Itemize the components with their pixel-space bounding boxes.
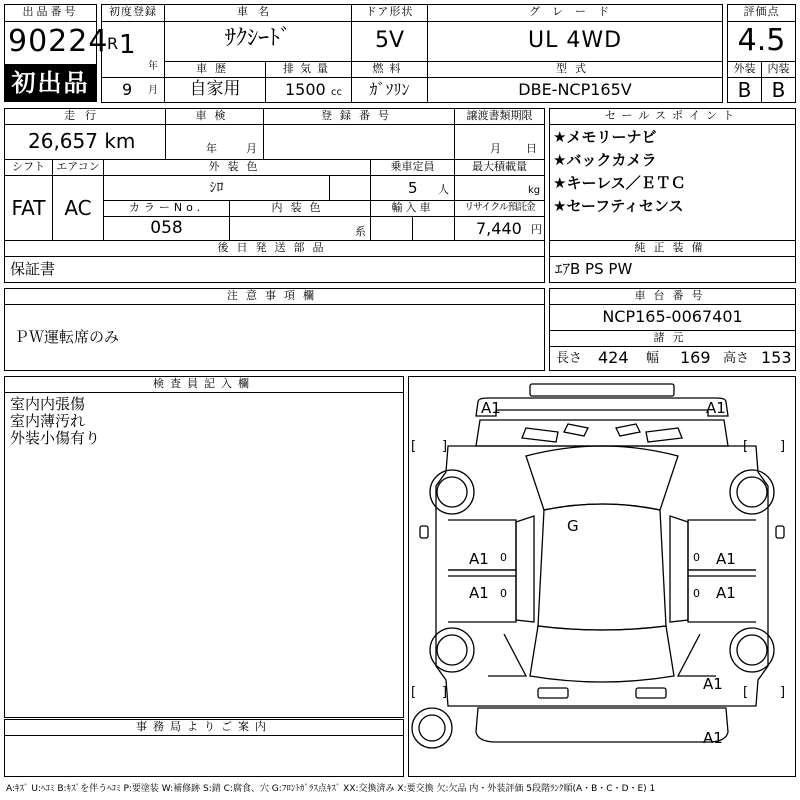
office-notes-cell: [4, 735, 404, 777]
front-roof-strip: [530, 384, 674, 396]
exterior-color-extra-cell: [329, 175, 371, 201]
fuel-label: 燃料: [351, 61, 428, 78]
mileage-label: 走行: [4, 108, 166, 125]
office-notes-label: 事務局よりご案内: [4, 719, 404, 736]
recycle-label: リサイクル預託金: [454, 200, 545, 217]
mark-bracket-left-close: ]: [442, 439, 448, 454]
exterior-color-label: 外装色: [103, 159, 371, 176]
inspection-month-unit: 月: [246, 142, 257, 155]
mark-left-front-door-zero: 0: [500, 551, 507, 564]
mark-bracket-right2-open: [: [743, 685, 749, 700]
hood-outline: [476, 420, 728, 446]
dimensions-length-label: 長さ: [556, 351, 583, 366]
exterior-color-value: ｼﾛ: [209, 180, 224, 196]
front-bumper-outline: [476, 398, 728, 416]
sales-point-1: ★メモリーナビ: [553, 128, 657, 146]
mark-right-front-door-zero: 0: [693, 551, 700, 564]
shift-label: シフト: [4, 159, 53, 176]
caution-value: ＰＷ運転席のみ: [14, 328, 120, 346]
interior-color-unit: 系: [355, 225, 366, 238]
door-label: ドア形状: [351, 4, 428, 22]
mark-front-right: A1: [706, 399, 726, 417]
mark-bracket-left2-close: ]: [442, 685, 448, 700]
dimensions-width: 169: [680, 348, 711, 367]
shift-value: FAT: [11, 196, 46, 220]
windshield-outline: [526, 446, 678, 510]
mark-rear-bumper: A1: [703, 729, 723, 747]
chassis-value: NCP165-0067401: [602, 307, 743, 326]
mark-left-front-door: A1: [469, 550, 489, 568]
sales-point-3: ★キーレス／ＥＴＣ: [553, 174, 686, 192]
interior-rating-label: 内装: [761, 61, 796, 78]
dimensions-cell: [549, 346, 796, 371]
capacity-value: 5: [408, 179, 418, 197]
exterior-rating: B: [737, 78, 752, 102]
exterior-rating-label: 外装: [727, 61, 762, 78]
history-value: 自家用: [189, 79, 241, 99]
dimensions-height: 153: [761, 348, 792, 367]
mark-bracket-right-open: [: [743, 439, 749, 454]
color-no-value: 058: [150, 218, 183, 238]
mark-rear-right-quarter: A1: [703, 675, 723, 693]
sales-points-label: セールスポイント: [549, 108, 796, 125]
genuine-equipment-value: ｴｱB PS PW: [555, 260, 633, 278]
inspection-label: 車検: [165, 108, 264, 125]
ac-value: AC: [64, 196, 92, 220]
sales-point-4: ★セーフティセンス: [553, 197, 684, 215]
first-listing-badge: 初出品: [4, 65, 97, 102]
import-cell-left: [370, 216, 413, 241]
ac-label: エアコン: [52, 159, 104, 176]
grade-value: UL 4WD: [527, 28, 623, 53]
color-no-label: カラーNo.: [103, 200, 230, 217]
model-value: DBE-NCP165V: [518, 80, 632, 99]
mark-bracket-right-close: ]: [780, 439, 786, 454]
mark-right-rear-door-zero: 0: [693, 587, 700, 600]
later-parts-cell: [4, 256, 545, 283]
mileage-value: 26,657 km: [28, 129, 136, 153]
mark-left-rear-door-zero: 0: [500, 587, 507, 600]
displacement-label: 排気量: [265, 61, 352, 78]
transfer-docs-label: 譲渡書類期限: [454, 108, 545, 125]
mark-right-rear-door: A1: [716, 584, 736, 602]
inspector-notes-label: 検査員記入欄: [4, 376, 404, 393]
dimensions-length: 424: [598, 348, 629, 367]
capacity-unit: 人: [438, 183, 449, 196]
recycle-value: 7,440: [476, 219, 522, 238]
inspector-note-2: 室内薄汚れ: [10, 412, 86, 430]
dimensions-height-label: 高さ: [723, 351, 750, 366]
interior-color-cell: [229, 216, 371, 241]
rating-label: 評価点: [727, 4, 796, 22]
lot-number-label: 出品番号: [4, 4, 97, 22]
damage-legend: A:ｷｽﾞ U:ﾍｺﾐ B:ｷｽﾞを伴うﾍｺﾐ P:要塗装 W:補修跡 S:錆 C:腐食、穴 G:ﾌﾛﾝﾄｶﾞﾗｽ点ｷｽﾞ XX:交換済み X:要交換 欠:欠品 内・外装評価 5段階ﾗﾝｸ順(A・B・C・D・E) 1: [6, 784, 656, 794]
history-label: 車歴: [164, 61, 266, 78]
rating-score: 4.5: [737, 23, 786, 58]
registration-month: 9: [122, 80, 133, 99]
door-value: 5V: [374, 28, 405, 53]
plate-label: 登録番号: [263, 108, 455, 125]
dimensions-label: 諸元: [549, 330, 796, 347]
later-parts-label: 後日発送部品: [4, 240, 545, 257]
inspection-year-unit: 年: [206, 142, 217, 155]
interior-color-label: 内装色: [229, 200, 371, 217]
grade-label: グレード: [427, 4, 723, 22]
transfer-docs-day-unit: 日: [526, 142, 537, 155]
registration-year: 1: [119, 30, 136, 60]
max-load-unit: kg: [528, 185, 541, 196]
registration-month-unit: 月: [148, 85, 158, 96]
model-label: 型式: [427, 61, 723, 78]
recycle-unit: 円: [531, 223, 542, 236]
rear-window-outline: [530, 626, 674, 682]
max-load-label: 最大積載量: [454, 159, 545, 176]
mark-front-left: A1: [481, 399, 501, 417]
registration-era: R: [107, 34, 119, 53]
interior-rating: B: [771, 78, 786, 102]
vehicle-name: ｻｸｼｰﾄﾞ: [224, 26, 291, 51]
inspector-note-3: 外装小傷有り: [10, 429, 101, 447]
dimensions-width-label: 幅: [646, 351, 660, 366]
lot-number: 90224: [8, 24, 109, 59]
later-parts-value: 保証書: [10, 260, 56, 278]
vehicle-name-label: 車名: [164, 4, 352, 22]
registration-year-unit: 年: [148, 61, 158, 72]
caution-label: 注意事項欄: [4, 288, 545, 305]
car-diagram: [408, 376, 796, 777]
displacement-unit: cc: [331, 87, 342, 98]
mark-right-front-door: A1: [716, 550, 736, 568]
mark-left-rear-door: A1: [469, 584, 489, 602]
mark-bracket-right2-close: ]: [780, 685, 786, 700]
inspector-note-1: 室内内張傷: [10, 395, 86, 413]
sales-point-2: ★バックカメラ: [553, 151, 657, 169]
rear-bumper-outline: [476, 708, 728, 742]
mark-windshield: G: [567, 517, 579, 535]
roof-outline: [538, 504, 666, 630]
mark-bracket-left-open: [: [411, 439, 417, 454]
plate-cell: [263, 124, 455, 160]
spare-tire: [412, 708, 452, 748]
transfer-docs-month-unit: 月: [490, 142, 501, 155]
registration-label: 初度登録: [101, 4, 165, 22]
mark-bracket-left2-open: [: [411, 685, 417, 700]
genuine-equipment-label: 純正装備: [549, 240, 796, 257]
capacity-label: 乗車定員: [370, 159, 455, 176]
chassis-label: 車台番号: [549, 288, 796, 305]
import-cell-right: [412, 216, 455, 241]
fuel-value: ｶﾞｿﾘﾝ: [369, 80, 410, 99]
displacement-value: 1500: [285, 80, 326, 99]
import-label: 輸入車: [370, 200, 455, 217]
